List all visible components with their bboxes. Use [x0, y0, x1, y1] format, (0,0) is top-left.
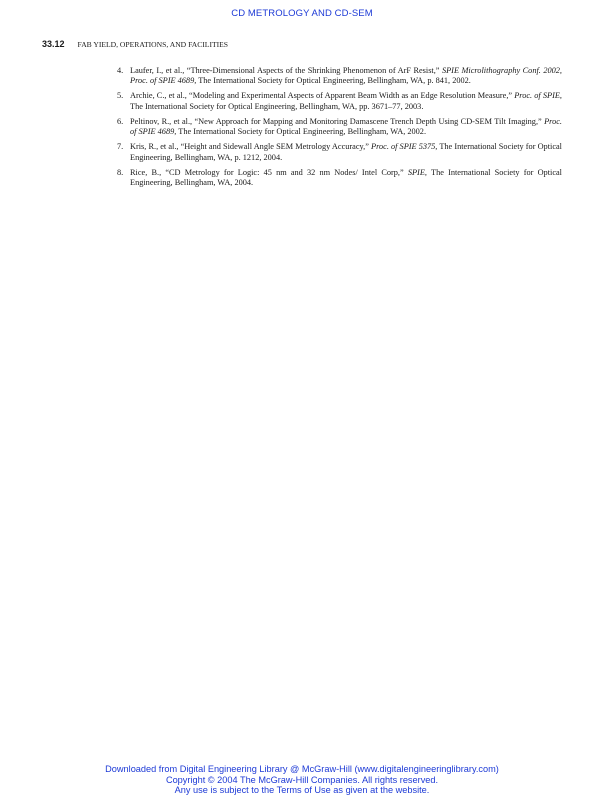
reference-list [112, 66, 562, 193]
footer-copyright-line: Copyright © 2004 The McGraw-Hill Companies. All rights reserved. [165, 774, 439, 785]
reference-text [130, 142, 562, 163]
reference-item [112, 91, 562, 112]
reference-number: 6. [117, 116, 124, 126]
reference-authors-title: Kris, R., et al., “Height and Sidewall Angle SEM Metrology Accuracy,” [130, 142, 371, 152]
reference-item [112, 142, 562, 163]
reference-text [130, 91, 562, 112]
reference-source: Proc. of SPIE [514, 91, 560, 101]
download-footer [0, 764, 604, 796]
footer-download-line[interactable]: Downloaded from Digital Engineering Library @ McGraw-Hill (www.digitalengineeringlibrary.com) [105, 764, 499, 774]
reference-authors-title: Rice, B., “CD Metrology for Logic: 45 nm and 32 nm Nodes/ Intel Corp,” [130, 167, 408, 177]
reference-text [130, 168, 562, 189]
reference-item [112, 66, 562, 87]
reference-number: 5. [117, 91, 124, 101]
reference-number: 8. [117, 167, 124, 177]
reference-publisher: , The International Society for Optical Engineering, Bellingham, WA, 2004. [130, 167, 562, 188]
reference-source: Proc. of SPIE 4689 [130, 116, 562, 137]
reference-authors-title: Peltinov, R., et al., “New Approach for Mapping and Monitoring Damascene Trench Depth Using CD-SEM Tilt Imaging,” [130, 116, 545, 126]
running-head [42, 39, 228, 49]
footer-terms-line[interactable]: Any use is subject to the Terms of Use as given at the website. [174, 785, 430, 796]
reference-publisher: , The International Society for Optical Engineering, Bellingham, WA, 2002. [174, 127, 427, 137]
reference-publisher: , The International Society for Optical Engineering, Bellingham, WA, p. 841, 2002. [194, 76, 471, 86]
reference-item [112, 168, 562, 189]
section-title: FAB YIELD, OPERATIONS, AND FACILITIES [77, 40, 228, 49]
reference-number: 7. [117, 142, 124, 152]
reference-number: 4. [117, 66, 124, 75]
reference-publisher: , The International Society for Optical Engineering, Bellingham, WA, p. 1212, 2004. [130, 142, 562, 162]
reference-item [112, 117, 562, 138]
reference-authors-title: Archie, C., et al., “Modeling and Experimental Aspects of Apparent Beam Width as an Edge Resolution Measure,” [130, 91, 515, 101]
chapter-banner: CD METROLOGY AND CD-SEM [231, 8, 373, 19]
reference-text [130, 117, 562, 138]
reference-authors-title: Laufer, I., et al., “Three-Dimensional Aspects of the Shrinking Phenomenon of ArF Resist,” [130, 66, 442, 75]
reference-publisher: , The International Society for Optical Engineering, Bellingham, WA, pp. 3671–77, 2003. [130, 91, 562, 111]
reference-source: SPIE Microlithography Conf. 2002, Proc. of SPIE 4689 [130, 66, 562, 86]
reference-text [130, 66, 562, 87]
reference-source: SPIE [407, 167, 425, 177]
page-number: 33.12 [42, 39, 65, 49]
reference-source: Proc. of SPIE 5375 [371, 142, 436, 152]
